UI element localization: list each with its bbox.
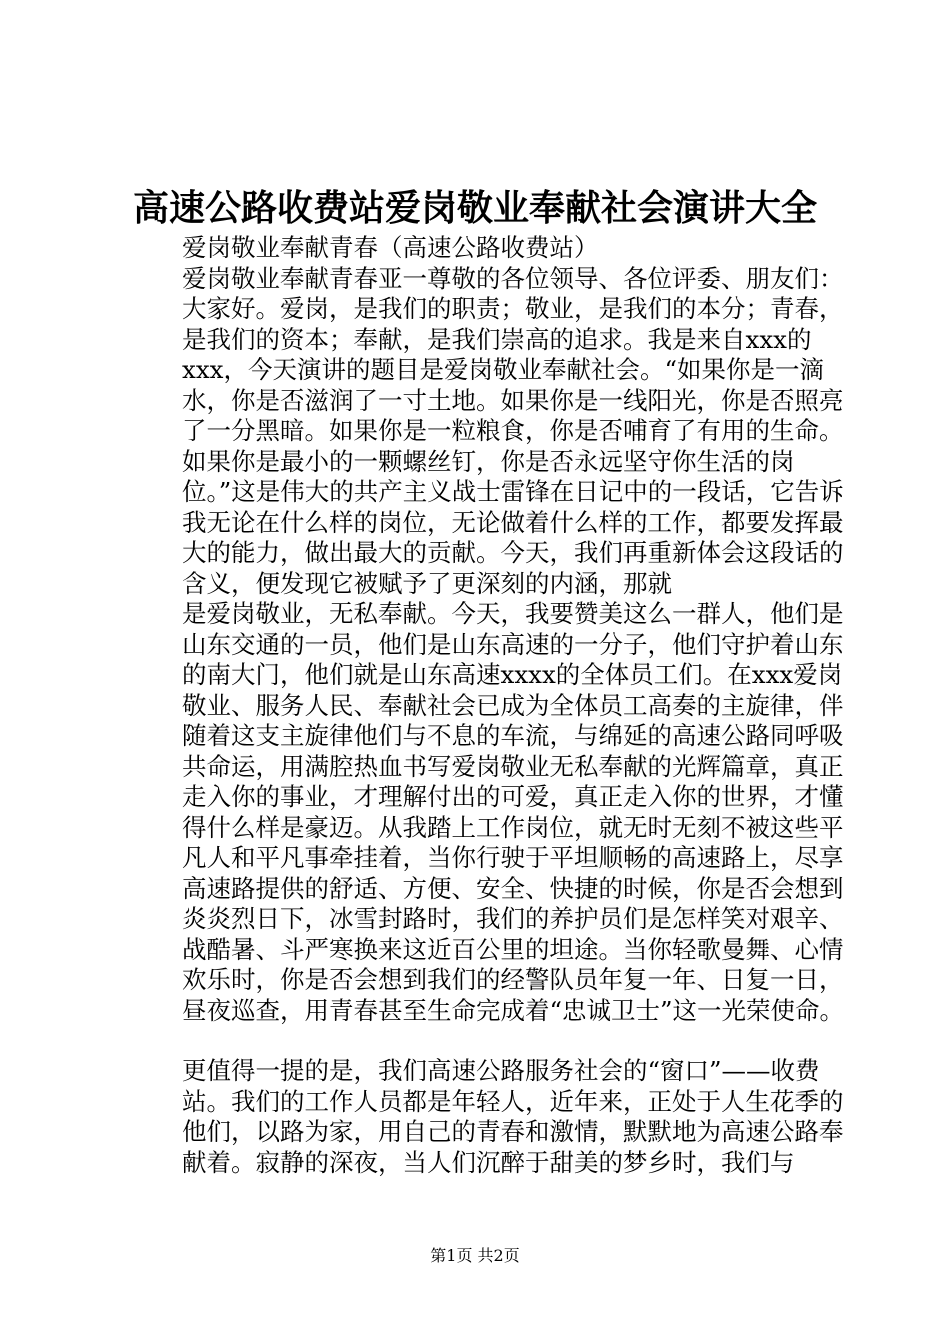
- body-paragraph: 爱岗敬业奉献青春亚一尊敬的各位领导、各位评委、朋友们：大家好。爱岗，是我们的职责；敬业，是我们的本分；青春，是我们的资本；奉献，是我们崇高的追求。我是来自xxx的xxx，今天演讲的题目是爱岗敬业奉献社会。“如果你是一滴水，你是否滋润了一寸土地。如果你是一线阳光，你是否照亮了一分黑暗。如果你是一粒粮食，你是否哺育了有用的生命。如果你是最小的一颗螺丝钉，你是否永远坚守你生活的岗位。”这是伟大的共产主义战士雷锋在日记中的一段话，它告诉我无论在什么样的岗位，无论做着什么样的工作，都要发挥最大的能力，做出最大的贡献。今天，我们再重新体会这段话的含义，便发现它被赋予了更深刻的内涵，那就: [182, 263, 844, 598]
- document-body: [130, 233, 850, 1178]
- subtitle-paragraph: 爱岗敬业奉献青春（高速公路收费站）: [182, 233, 599, 262]
- page-footer: 第1页 共2页: [430, 1246, 520, 1265]
- paragraph-gap: [130, 1026, 850, 1056]
- body-paragraph: 更值得一提的是，我们高速公路服务社会的“窗口”——收费站。我们的工作人员都是年轻人，近年来，正处于人生花季的他们，以路为家，用自己的青春和激情，默默地为高速公路奉献着。寂静的深夜，当人们沉醉于甜美的梦乡时，我们与: [182, 1056, 844, 1177]
- document-title: 高速公路收费站爱岗敬业奉献社会演讲大全: [132, 187, 817, 229]
- body-paragraph: 是爱岗敬业，无私奉献。今天，我要赞美这么一群人，他们是山东交通的一员，他们是山东高速的一分子，他们守护着山东的南大门，他们就是山东高速xxxx的全体员工们。在xxx爱岗敬业、服务人民、奉献社会已成为全体员工高奏的主旋律，伴随着这支主旋律他们与不息的车流，与绵延的高速公路同呼吸共命运，用满腔热血书写爱岗敬业无私奉献的光辉篇章，真正走入你的事业，才理解付出的可爱，真正走入你的世界，才懂得什么样是豪迈。从我踏上工作岗位，就无时无刻不被这些平凡人和平凡事牵挂着，当你行驶于平坦顺畅的高速路上，尽享高速路提供的舒适、方便、安全、快捷的时候，你是否会想到炎炎烈日下，冰雪封路时，我们的养护员们是怎样笑对艰辛、战酷暑、斗严寒换来这近百公里的坦途。当你轻歌曼舞、心情欢乐时，你是否会想到我们的经警队员年复一年、日复一日，昼夜巡查，用青春甚至生命完成着“忠诚卫士”这一光荣使命。: [182, 599, 845, 1025]
